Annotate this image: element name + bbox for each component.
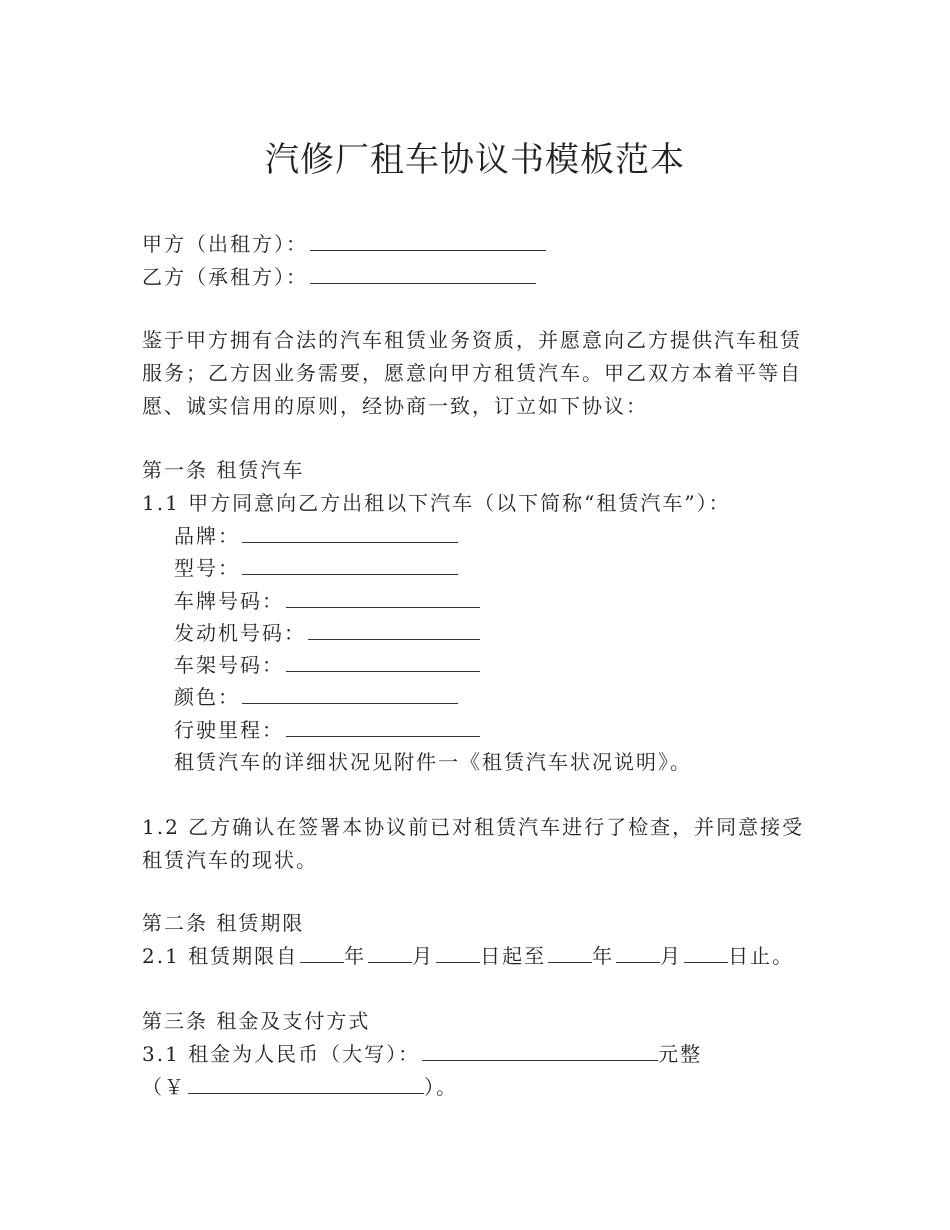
field-frame-label: 车架号码： <box>174 653 284 677</box>
rent-amount-words-blank[interactable] <box>422 1038 658 1061</box>
paren-open: （￥ <box>142 1075 186 1099</box>
start-day-label: 日起至 <box>480 944 547 968</box>
field-color <box>174 681 458 713</box>
end-year-blank[interactable] <box>548 940 592 963</box>
party-a-label: 甲方（出租方）： <box>142 232 308 256</box>
field-frame-blank[interactable] <box>286 649 480 672</box>
start-month-label: 月 <box>412 944 435 968</box>
start-month-blank[interactable] <box>368 940 412 963</box>
end-day-blank[interactable] <box>684 940 728 963</box>
field-mileage-label: 行驶里程： <box>174 718 284 742</box>
party-b-label: 乙方（承租方）： <box>142 265 308 289</box>
clause-3-1 <box>142 1038 702 1070</box>
end-year-label: 年 <box>592 944 615 968</box>
end-day-label: 日止。 <box>728 944 795 968</box>
intro-line-1: 鉴于甲方拥有合法的汽车租赁业务资质，并愿意向乙方提供汽车租赁 <box>142 328 802 352</box>
article-3-heading: 第三条 租金及支付方式 <box>142 1009 371 1033</box>
clause-1-1: 1.1 甲方同意向乙方出租以下汽车（以下简称“租赁汽车”）： <box>142 491 731 515</box>
field-engine <box>174 617 480 649</box>
start-year-blank[interactable] <box>300 940 344 963</box>
field-engine-blank[interactable] <box>308 617 480 640</box>
field-frame <box>174 649 480 681</box>
party-b-line <box>142 261 536 293</box>
field-model-label: 型号： <box>174 556 240 580</box>
end-month-blank[interactable] <box>616 940 660 963</box>
intro-line-2: 服务；乙方因业务需要，愿意向甲方租赁汽车。甲乙双方本着平等自 <box>142 361 802 385</box>
field-engine-label: 发动机号码： <box>174 621 306 645</box>
party-a-line <box>142 228 546 260</box>
rent-suffix: 元整 <box>658 1042 703 1066</box>
document-title: 汽修厂租车协议书模板范本 <box>265 140 685 180</box>
start-year-label: 年 <box>344 944 367 968</box>
clause-3-1-prefix: 3.1 租金为人民币（大写）： <box>142 1042 421 1066</box>
party-a-blank[interactable] <box>310 228 546 251</box>
article-1-heading: 第一条 租赁汽车 <box>142 458 305 482</box>
field-brand-label: 品牌： <box>174 524 240 548</box>
field-brand-blank[interactable] <box>242 520 458 543</box>
field-model-blank[interactable] <box>242 552 458 575</box>
end-month-label: 月 <box>660 944 683 968</box>
clause-1-2-line-2: 租赁汽车的现状。 <box>142 848 318 872</box>
detail-note: 租赁汽车的详细状况见附件一《租赁汽车状况说明》。 <box>174 750 692 774</box>
field-plate-blank[interactable] <box>286 585 480 608</box>
clause-2-1 <box>142 940 794 972</box>
rent-amount-figure-blank[interactable] <box>188 1071 424 1094</box>
field-model <box>174 552 458 584</box>
intro-line-3: 愿、诚实信用的原则，经协商一致，订立如下协议： <box>142 394 648 418</box>
field-plate <box>174 585 480 617</box>
field-color-label: 颜色： <box>174 685 240 709</box>
clause-3-1-figure <box>142 1071 458 1103</box>
party-b-blank[interactable] <box>310 261 536 284</box>
field-plate-label: 车牌号码： <box>174 589 284 613</box>
field-mileage-blank[interactable] <box>286 714 480 737</box>
article-2-heading: 第二条 租赁期限 <box>142 911 305 935</box>
field-brand <box>174 520 458 552</box>
start-day-blank[interactable] <box>436 940 480 963</box>
clause-1-2-line-1: 1.2 乙方确认在签署本协议前已对租赁汽车进行了检查，并同意接受 <box>142 815 805 839</box>
clause-2-1-prefix: 2.1 租赁期限自 <box>142 944 299 968</box>
paren-close: ）。 <box>424 1075 458 1099</box>
field-color-blank[interactable] <box>242 681 458 704</box>
field-mileage <box>174 714 480 746</box>
